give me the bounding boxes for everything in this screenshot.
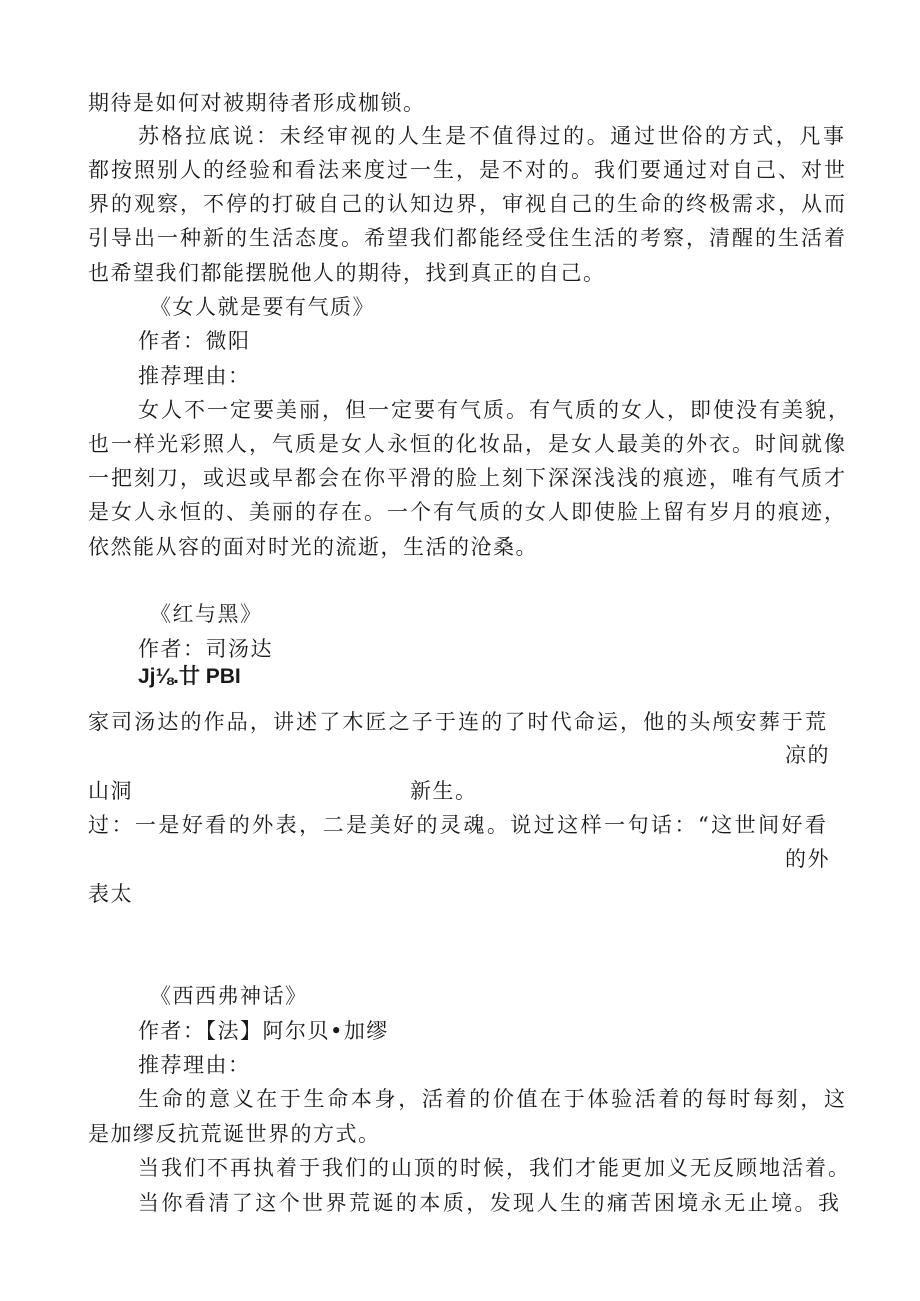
paragraph-line: 一把刻刀，或迟或早都会在你平滑的脸上刻下深深浅浅的痕迹，唯有气质才	[88, 466, 845, 490]
paragraph-line: 是女人永恒的、美丽的存在。一个有气质的女人即使脸上留有岁月的痕迹，	[88, 500, 845, 524]
paragraph-line: 新生。	[410, 779, 478, 803]
paragraph-line: 凉的	[785, 743, 830, 767]
book-title: 《西西弗神话》	[150, 984, 308, 1008]
paragraph-line: 女人不一定要美丽，但一定要有气质。有气质的女人，即使没有美貌，	[138, 398, 849, 422]
book-title: 《红与黑》	[150, 602, 263, 626]
paragraph-line: 当你看清了这个世界荒诞的本质，发现人生的痛苦困境永无止境。我	[138, 1191, 839, 1215]
reason-label: 推荐理由：	[138, 1053, 251, 1077]
paragraph-line: 都按照别人的经验和看法来度过一生，是不对的。我们要通过对自己、对世	[88, 158, 845, 182]
garbled-text: Jj⅛.廿 PBI	[138, 665, 241, 688]
paragraph-line: 依然能从容的面对时光的流逝，生活的沧桑。	[88, 535, 538, 559]
paragraph-line: 家司汤达的作品，讲述了木匠之子于连的了时代命运，他的头颅安葬于荒	[88, 710, 826, 734]
paragraph-line: 期待是如何对被期待者形成枷锁。	[88, 91, 426, 115]
paragraph-line: 山洞	[88, 779, 133, 803]
paragraph-line: 也一样光彩照人，气质是女人永恒的化妆品，是女人最美的外衣。时间就像	[88, 432, 845, 456]
paragraph-line: 引导出一种新的生活态度。希望我们都能经受住生活的考察，清醒的生活着	[88, 226, 845, 250]
book-author: 作者：【法】阿尔贝•加缪	[138, 1019, 389, 1043]
book-author: 作者：微阳	[138, 329, 251, 353]
paragraph-line: 也希望我们都能摆脱他人的期待，找到真正的自己。	[88, 261, 606, 285]
book-title: 《女人就是要有气质》	[150, 295, 375, 319]
book-author: 作者：司汤达	[138, 637, 273, 661]
paragraph-line: 苏格拉底说：未经审视的人生是不值得过的。通过世俗的方式，凡事	[138, 124, 844, 148]
reason-label: 推荐理由：	[138, 364, 251, 388]
paragraph-line: 表太	[88, 882, 133, 906]
paragraph-line: 当我们不再执着于我们的山顶的时候，我们才能更加义无反顾地活着。	[138, 1156, 849, 1180]
paragraph-line: 生命的意义在于生命本身，活着的价值在于体验活着的每时每刻，这	[138, 1087, 845, 1111]
paragraph-line: 界的观察，不停的打破自己的认知边界，审视自己的生命的终极需求，从而	[88, 192, 845, 216]
paragraph-line: 的外	[785, 847, 830, 871]
paragraph-line: 是加缪反抗荒诞世界的方式。	[88, 1122, 381, 1146]
paragraph-line: 过：一是好看的外表，二是美好的灵魂。说过这样一句话：“这世间好看	[88, 813, 826, 837]
